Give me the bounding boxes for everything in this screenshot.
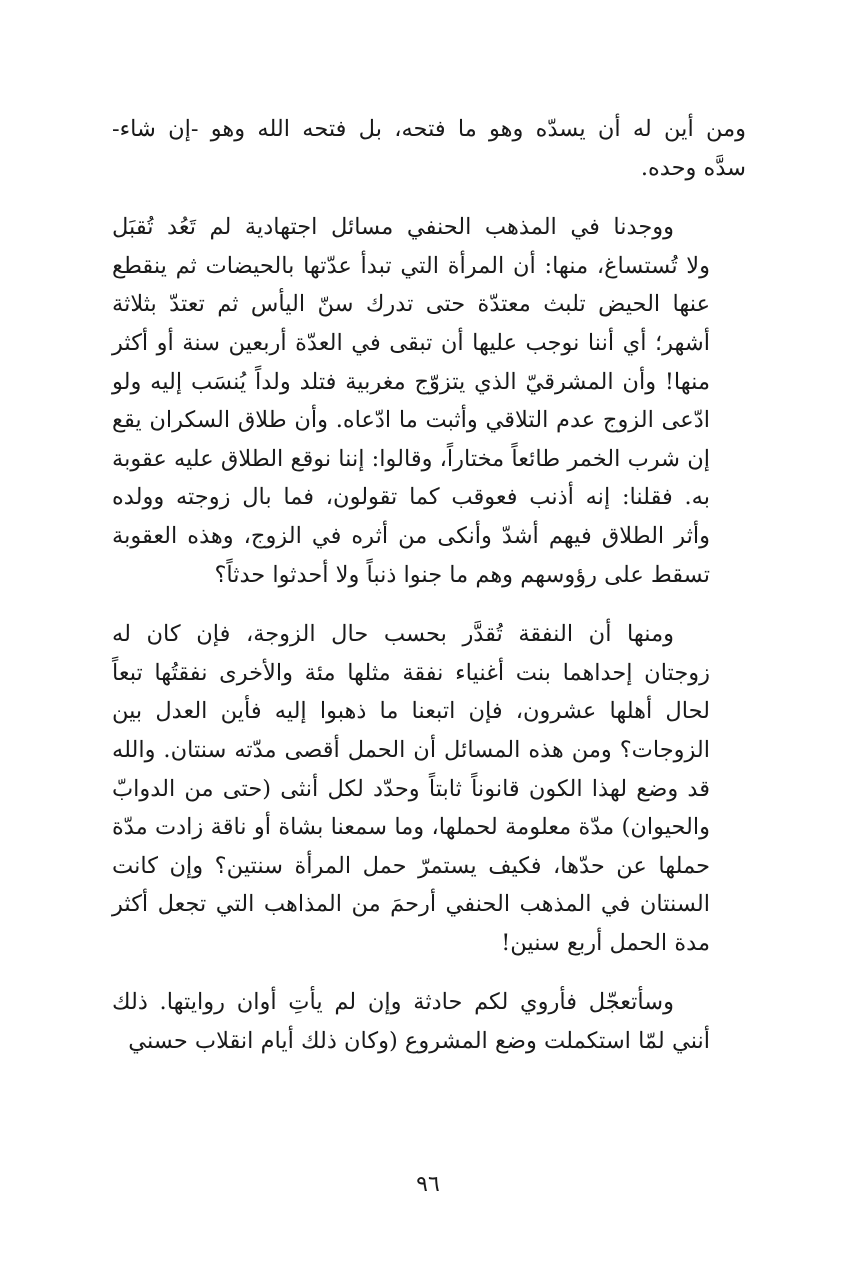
text-line: حملها عن حدّها، فكيف يستمرّ حمل المرأة سنتين؟ وإن كانت [112,852,710,879]
text-line: وسأتعجّل فأروي لكم حادثة وإن لم يأتِ أوان روايتها. ذلك [112,989,674,1016]
text-line: الزوجات؟ ومن هذه المسائل أن الحمل أقصى مدّته سنتان. والله [112,736,710,763]
paragraph [112,208,746,594]
text-line: عنها الحيض تلبث معتدّة حتى تدرك سنّ اليأس ثم تعتدّ بثلاثة [112,291,710,318]
text-line: والحيوان) مدّة معلومة لحملها، وما سمعنا بشاة أو ناقة زادت مدّة [112,814,710,841]
paragraph [112,110,746,187]
body-text [112,110,746,1082]
text-line: مدة الحمل أربع سنين! [501,929,710,956]
text-line: وأثر الطلاق فيهم أشدّ وأنكى من أثره في الزوج، وهذه العقوبة [112,522,710,549]
text-line: به. فقلنا: إنه أذنب فعوقب كما تقولون، فما بال زوجته وولده [112,484,710,511]
text-line: ومن أين له أن يسدّه وهو ما فتحه، بل فتحه الله وهو -إن شاء- [112,116,746,142]
text-line: منها! وأن المشرقيّ الذي يتزوّج مغربية فتلد ولداً يُنسَب إليه ولو [112,368,710,395]
text-line: السنتان في المذهب الحنفي أرحمَ من المذاهب التي تجعل أكثر [112,891,711,918]
page-number: ٩٦ [416,1172,440,1197]
paragraph [112,615,746,962]
text-line: لحال أهلها عشرون، فإن اتبعنا ما ذهبوا إليه فأين العدل بين [112,698,710,725]
text-line: زوجتان إحداهما بنت أغنياء نفقة مثلها مئة والأخرى نفقتُها تبعاً [112,659,710,686]
text-line: ووجدنا في المذهب الحنفي مسائل اجتهادية لم تَعُد تُقبَل [112,214,674,241]
text-line: قد وضع لهذا الكون قانوناً ثابتاً وحدّد لكل أنثى (حتى من الدوابّ [112,775,710,802]
text-line: ادّعى الزوج عدم التلاقي وأثبت ما ادّعاه. وأن طلاق السكران يقع [112,407,710,434]
text-line: سدَّه وحده. [640,154,746,181]
text-line: تسقط على رؤوسهم وهم ما جنوا ذنباً ولا أحدثوا حدثاً؟ [214,561,710,588]
text-line: ولا تُستساغ، منها: أن المرأة التي تبدأ عدّتها بالحيضات ثم ينقطع [112,252,710,279]
text-line: إن شرب الخمر طائعاً مختاراً، وقالوا: إننا نوقع الطلاق عليه عقوبة [112,445,710,472]
text-line: ومنها أن النفقة تُقدَّر بحسب حال الزوجة، فإن كان له [112,621,674,648]
paragraph [112,983,746,1060]
text-line: أشهر؛ أي أننا نوجب عليها أن تبقى في العدّة أربعين سنة أو أكثر [112,329,710,356]
text-line: أنني لمّا استكملت وضع المشروع (وكان ذلك أيام انقلاب حسني [128,1028,710,1055]
